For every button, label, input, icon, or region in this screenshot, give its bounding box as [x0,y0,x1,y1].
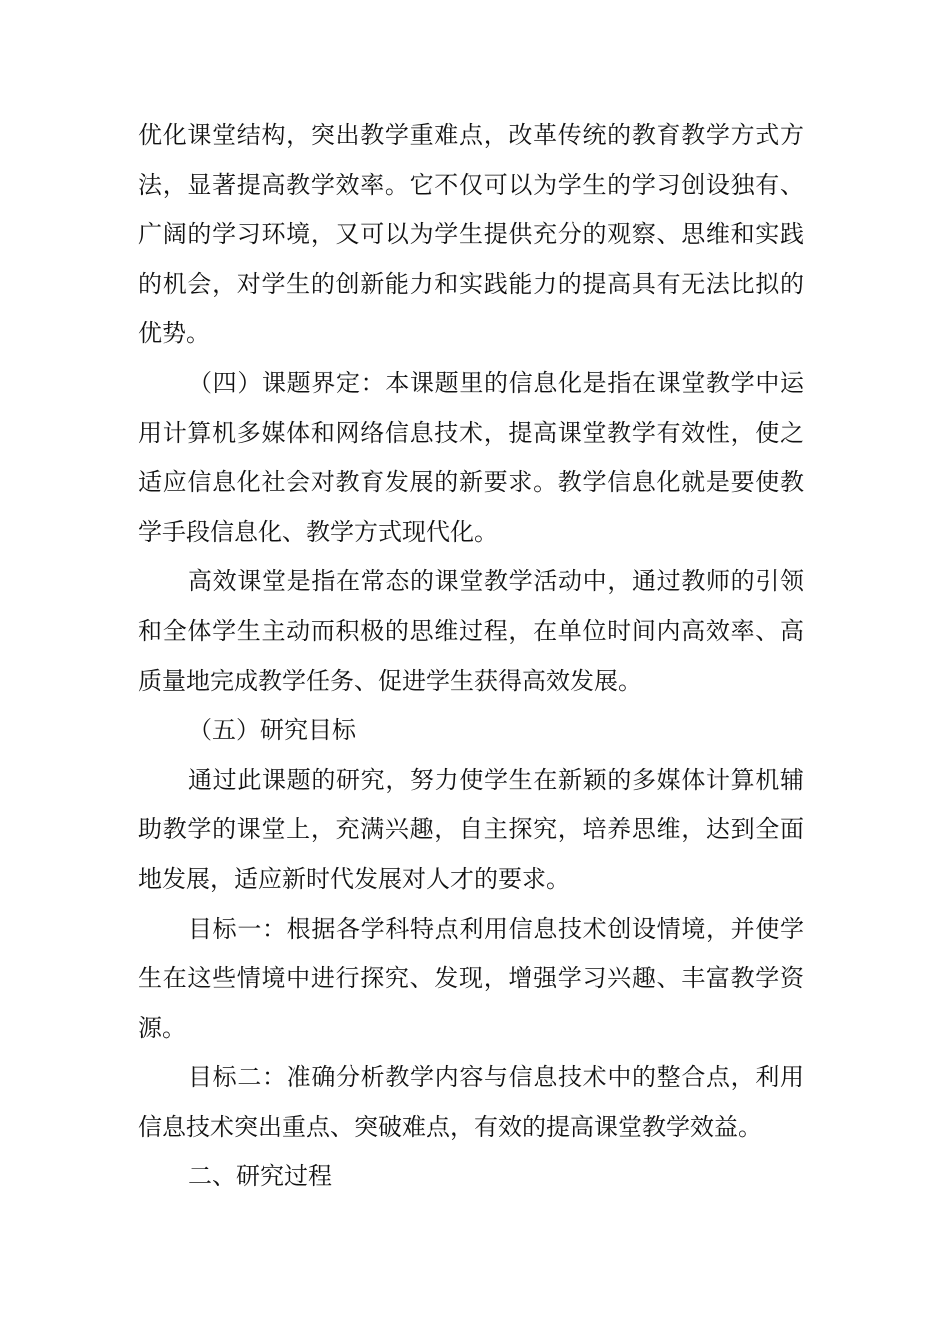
paragraph-continuation: 优化课堂结构，突出教学重难点，改革传统的教育教学方式方法，显著提高教学效率。它不仅可以为学生的学习创设独有、广阔的学习环境，又可以为学生提供充分的观察、思维和实践的机会，对学生的创新能力和实践能力的提高具有无法比拟的优势。 [138,121,804,348]
document-body [138,111,804,1202]
paragraph-efficient-classroom: 高效课堂是指在常态的课堂教学活动中，通过教师的引领和全体学生主动而积极的思维过程，在单位时间内高效率、高质量地完成教学任务、促进学生获得高效发展。 [138,567,804,695]
paragraph-research-goals: 通过此课题的研究，努力使学生在新颖的多媒体计算机辅助教学的课堂上，充满兴趣，自主探究，培养思维，达到全面地发展，适应新时代发展对人才的要求。 [138,765,804,893]
section-heading-research-goals: （五）研究目标 [188,716,356,745]
section-heading-research-process: 二、研究过程 [188,1162,332,1191]
paragraph-goal-two: 目标二：准确分析教学内容与信息技术中的整合点，利用信息技术突出重点、突破难点，有效的提高课堂教学效益。 [138,1063,804,1141]
paragraph-goal-one: 目标一：根据各学科特点利用信息技术创设情境，并使学生在这些情境中进行探究、发现，增强学习兴趣、丰富教学资源。 [138,914,804,1042]
paragraph-topic-definition: （四）课题界定：本课题里的信息化是指在课堂教学中运用计算机多媒体和网络信息技术，提高课堂教学有效性，使之适应信息化社会对教育发展的新要求。教学信息化就是要使教学手段信息化、教学方式现代化。 [138,368,804,546]
